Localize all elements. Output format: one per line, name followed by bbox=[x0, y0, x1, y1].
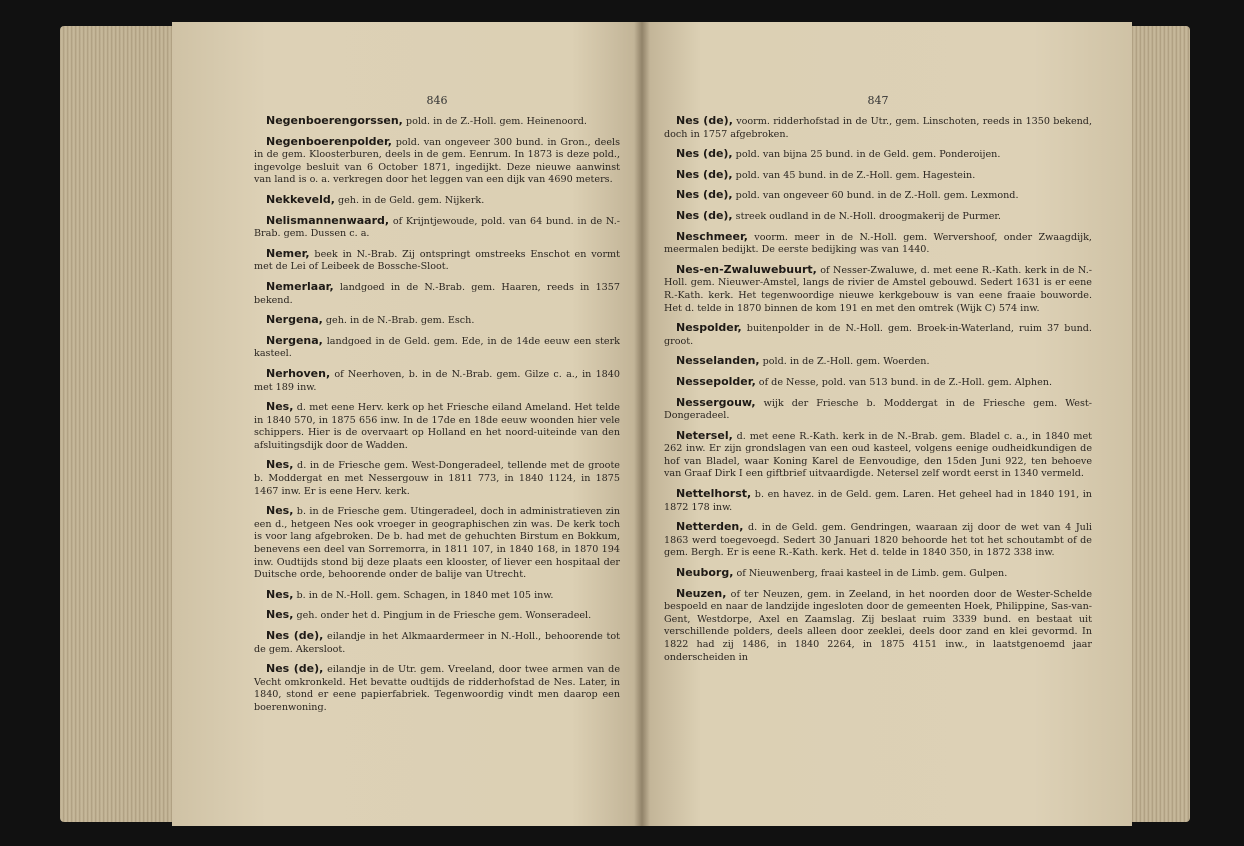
entry-text: pold. van bijna 25 bund. in de Geld. gem. Ponderoijen. bbox=[732, 149, 1001, 161]
entry-headword: Nes (de), bbox=[676, 114, 733, 127]
dictionary-entry bbox=[664, 322, 1092, 348]
entry-text: b. in de Friesche gem. Utingeradeel, doch in administratieven zin een d., hetgeen Nes ook vroeger in geographischen zin was. De kerk toch is voor lang afgebroken. De b. had met de gehuchten Birstum en Bokkum, benevens een deel van Sorremorra, in 1811 107, in 1840 168, in 1870 194 inw. Oudtijds stond bij deze plaats een klooster, of liever een hospitaal der Duitsche orde, behoorende onder de balije van Utrecht. bbox=[254, 506, 620, 581]
entry-headword: Nespolder, bbox=[676, 321, 742, 335]
entry-headword: Neuborg, bbox=[676, 566, 734, 580]
dictionary-entry bbox=[664, 264, 1092, 315]
entry-text: voorm. ridderhofstad in de Utr., gem. Linschoten, reeds in 1350 bekend, doch in 1757 afgebroken. bbox=[664, 116, 1092, 140]
entry-headword: Nemer, bbox=[266, 246, 310, 260]
entry-headword: Nergena, bbox=[266, 333, 323, 347]
entry-text: d. in de Friesche gem. West-Dongeradeel, tellende met de groote b. Moddergat en met Nessergouw in 1811 773, in 1840 1124, in 1875 1467 inw. Er is eene Herv. kerk. bbox=[254, 460, 620, 497]
entry-headword: Nes (de), bbox=[266, 662, 324, 676]
entry-headword: Netterden, bbox=[676, 520, 744, 534]
dictionary-entry bbox=[664, 148, 1092, 162]
entry-headword: Nes-en-Zwaluwebuurt, bbox=[676, 262, 817, 276]
entry-text: pold. in de Z.-Holl. gem. Woerden. bbox=[759, 356, 930, 368]
entry-text: wijk der Friesche b. Moddergat in de Friesche gem. West-Dongeradeel. bbox=[664, 397, 1092, 422]
entry-text: geh. onder het d. Pingjum in de Friesche gem. Wonseradeel. bbox=[293, 610, 592, 622]
dictionary-entry bbox=[664, 115, 1092, 141]
dictionary-entry bbox=[254, 589, 620, 603]
entry-text: buitenpolder in de N.-Holl. gem. Broek-in-Waterland, ruim 37 bund. groot. bbox=[664, 323, 1092, 347]
dictionary-entry bbox=[664, 588, 1092, 665]
entry-text: d. in de Geld. gem. Gendringen, waaraan zij door de wet van 4 Juli 1863 werd toegevoegd. Sedert 30 Januari 1820 behoorde het tot het schoutambt of de gem. Bergh. Er is eene R.-Kath. kerk. Het d. telde in 1840 350, in 1872 338 inw. bbox=[664, 522, 1092, 559]
open-book bbox=[60, 18, 1190, 830]
dictionary-entry bbox=[254, 281, 620, 307]
entry-headword: Nes, bbox=[266, 504, 294, 518]
dictionary-entry bbox=[254, 335, 620, 361]
entry-text: d. met eene Herv. kerk op het Friesche eiland Ameland. Het telde in 1840 570, in 1875 656 inw. In de 17de en 18de eeuw woonden hier vele schippers. Hier is de overvaart op Holland en het noord-uiteinde van den afsluitingsdijk door de Wadden. bbox=[254, 402, 620, 451]
entry-text: of Neerhoven, b. in de N.-Brab. gem. Gilze c. a., in 1840 met 189 inw. bbox=[254, 368, 620, 393]
page-edges-left bbox=[60, 26, 180, 822]
entry-text: of de Nesse, pold. van 513 bund. in de Z.-Holl. gem. Alphen. bbox=[755, 376, 1053, 388]
entry-text: geh. in de Geld. gem. Nijkerk. bbox=[334, 194, 485, 206]
entry-headword: Nemerlaar, bbox=[266, 279, 334, 293]
dictionary-entry bbox=[254, 314, 620, 328]
dictionary-entry bbox=[254, 215, 620, 241]
entry-text: pold. van ongeveer 300 bund. in Gron., deels in de gem. Kloosterburen, deels in de gem. Eenrum. In 1873 is deze pold., ingevolge besluit van 6 October 1871, ingedijkt. Deze nieuwe aanwinst van land is o. a. verkregen door het leggen van een dijk van 4690 meters. bbox=[254, 136, 620, 186]
entry-headword: Nes (de), bbox=[676, 147, 733, 161]
entry-headword: Nessepolder, bbox=[676, 374, 756, 388]
entry-headword: Nekkeveld, bbox=[266, 192, 335, 206]
right-entry-list bbox=[664, 115, 1092, 664]
entry-text: pold. in de Z.-Holl. gem. Heinenoord. bbox=[402, 116, 587, 127]
dictionary-entry bbox=[664, 210, 1092, 224]
entry-text: beek in N.-Brab. Zij ontspringt omstreeks Enschot en vormt met de Lei of Leibeek de Bossche-Sloot. bbox=[254, 248, 620, 273]
dictionary-entry bbox=[254, 459, 620, 498]
entry-headword: Nessergouw, bbox=[676, 395, 756, 409]
entry-headword: Neuzen, bbox=[676, 586, 727, 600]
entry-text: of Krijntjewoude, pold. van 64 bund. in de N.-Brab. gem. Dussen c. a. bbox=[254, 215, 620, 240]
entry-text: pold. van ongeveer 60 bund. in de Z.-Holl. gem. Lexmond. bbox=[732, 190, 1019, 202]
entry-text: voorm. meer in de N.-Holl. gem. Wervershoof, onder Zwaagdijk, meermalen bedijkt. De eerste bedijking was van 1440. bbox=[664, 231, 1092, 256]
dictionary-entry bbox=[254, 663, 620, 714]
entry-text: of Nieuwenberg, fraai kasteel in de Limb. gem. Gulpen. bbox=[733, 568, 1008, 580]
entry-text: eilandje in de Utr. gem. Vreeland, door twee armen van de Vecht omkronkeld. Het bevatte oudtijds de ridderhofstad de Nes. Later, in 1840, stond er eene papierfabriek. Tegenwoordig vindt men daarop een boerenwoning. bbox=[254, 664, 620, 713]
entry-text: b. en havez. in de Geld. gem. Laren. Het geheel had in 1840 191, in 1872 178 inw. bbox=[664, 489, 1092, 513]
dictionary-entry bbox=[664, 355, 1092, 369]
entry-headword: Nes (de), bbox=[266, 629, 324, 642]
right-page-number: 847 bbox=[867, 94, 889, 107]
dictionary-entry bbox=[254, 609, 620, 623]
entry-text: of ter Neuzen, gem. in Zeeland, in het noorden door de Wester-Schelde bespoeld en naar de landzijde ingesloten door de gemeenten Hoek, Philippine, Sas-van-Gent, Westdorpe, Axel en Zaamslag. Zij beslaat ruim 3339 bund. en bestaat uit verschillende polders, deels alleen door zeeklei, deels door zand en klei gevormd. In 1822 had zij 1486, in 1840 2264, in 1875 4151 inw., in laatstgenoemd jaar onderscheiden in bbox=[664, 588, 1092, 663]
dictionary-entry bbox=[664, 169, 1092, 183]
entry-text: landgoed in de Geld. gem. Ede, in de 14de eeuw een sterk kasteel. bbox=[254, 335, 620, 360]
dictionary-entry bbox=[254, 630, 620, 656]
entry-headword: Nes, bbox=[266, 608, 294, 622]
entry-text: d. met eene R.-Kath. kerk in de N.-Brab. gem. Bladel c. a., in 1840 met 262 inw. Er zijn grondslagen van een oud kasteel, volgens eenige oudheidkundigen de hof van Bladel, waar Koning Karel de Eenvoudige, den 15den Juni 922, ten behoeve van Graaf Dirk I een giftbrief uitvaardigde. Netersel zelf wordt eerst in 1340 vermeld. bbox=[664, 430, 1092, 480]
dictionary-entry bbox=[664, 231, 1092, 257]
dictionary-entry bbox=[254, 248, 620, 274]
dictionary-entry bbox=[664, 430, 1092, 481]
entry-headword: Nes (de), bbox=[676, 188, 733, 202]
dictionary-entry bbox=[664, 397, 1092, 423]
dictionary-entry bbox=[254, 115, 620, 129]
dictionary-entry bbox=[254, 136, 620, 187]
entry-headword: Nes, bbox=[266, 400, 294, 414]
entry-headword: Nesselanden, bbox=[676, 354, 760, 368]
dictionary-entry bbox=[254, 505, 620, 582]
entry-text: pold. van 45 bund. in de Z.-Holl. gem. Hagestein. bbox=[732, 169, 976, 181]
dictionary-entry bbox=[254, 401, 620, 452]
entry-headword: Nes (de), bbox=[676, 167, 733, 181]
dictionary-entry bbox=[664, 189, 1092, 203]
dictionary-entry bbox=[664, 521, 1092, 560]
entry-text: geh. in de N.-Brab. gem. Esch. bbox=[322, 315, 475, 327]
entry-headword: Nes (de), bbox=[676, 208, 733, 222]
entry-headword: Netersel, bbox=[676, 428, 733, 442]
entry-text: b. in de N.-Holl. gem. Schagen, in 1840 met 105 inw. bbox=[293, 589, 554, 601]
entry-headword: Negenboerenpolder, bbox=[266, 134, 392, 148]
book-gutter bbox=[634, 22, 650, 826]
entry-text: streek oudland in de N.-Holl. droogmakerij de Purmer. bbox=[732, 210, 1001, 222]
dictionary-entry bbox=[254, 368, 620, 394]
left-page-number: 846 bbox=[426, 94, 448, 107]
entry-text: eilandje in het Alkmaardermeer in N.-Holl., behoorende tot de gem. Akersloot. bbox=[254, 631, 620, 655]
entry-headword: Nettelhorst, bbox=[676, 487, 752, 501]
entry-headword: Neschmeer, bbox=[676, 229, 748, 243]
dictionary-entry bbox=[664, 488, 1092, 514]
entry-text: landgoed in de N.-Brab. gem. Haaren, reeds in 1357 bekend. bbox=[254, 281, 620, 306]
entry-headword: Nelismannenwaard, bbox=[266, 213, 390, 227]
right-page bbox=[642, 22, 1132, 826]
entry-text: of Nesser-Zwaluwe, d. met eene R.-Kath. kerk in de N.-Holl. gem. Nieuwer-Amstel, langs de rivier de Amstel gebouwd. Sedert 1631 is er eene R.-Kath. kerk. Het tegenwoordige nieuwe kerkgebouw is van eene fraaie bouworde. Het d. telde in 1870 binnen de kom 191 en met den omtrek (Wijk C) 574 inw. bbox=[664, 264, 1092, 314]
entry-headword: Nerhoven, bbox=[266, 366, 331, 380]
dictionary-entry bbox=[664, 376, 1092, 390]
entry-headword: Negenboerengorssen, bbox=[266, 114, 403, 127]
dictionary-entry bbox=[254, 194, 620, 208]
entry-headword: Nes, bbox=[266, 587, 294, 601]
dictionary-entry bbox=[664, 567, 1092, 581]
entry-headword: Nergena, bbox=[266, 313, 323, 327]
left-page bbox=[172, 22, 642, 826]
entry-headword: Nes, bbox=[266, 458, 294, 472]
left-entry-list bbox=[254, 115, 620, 715]
